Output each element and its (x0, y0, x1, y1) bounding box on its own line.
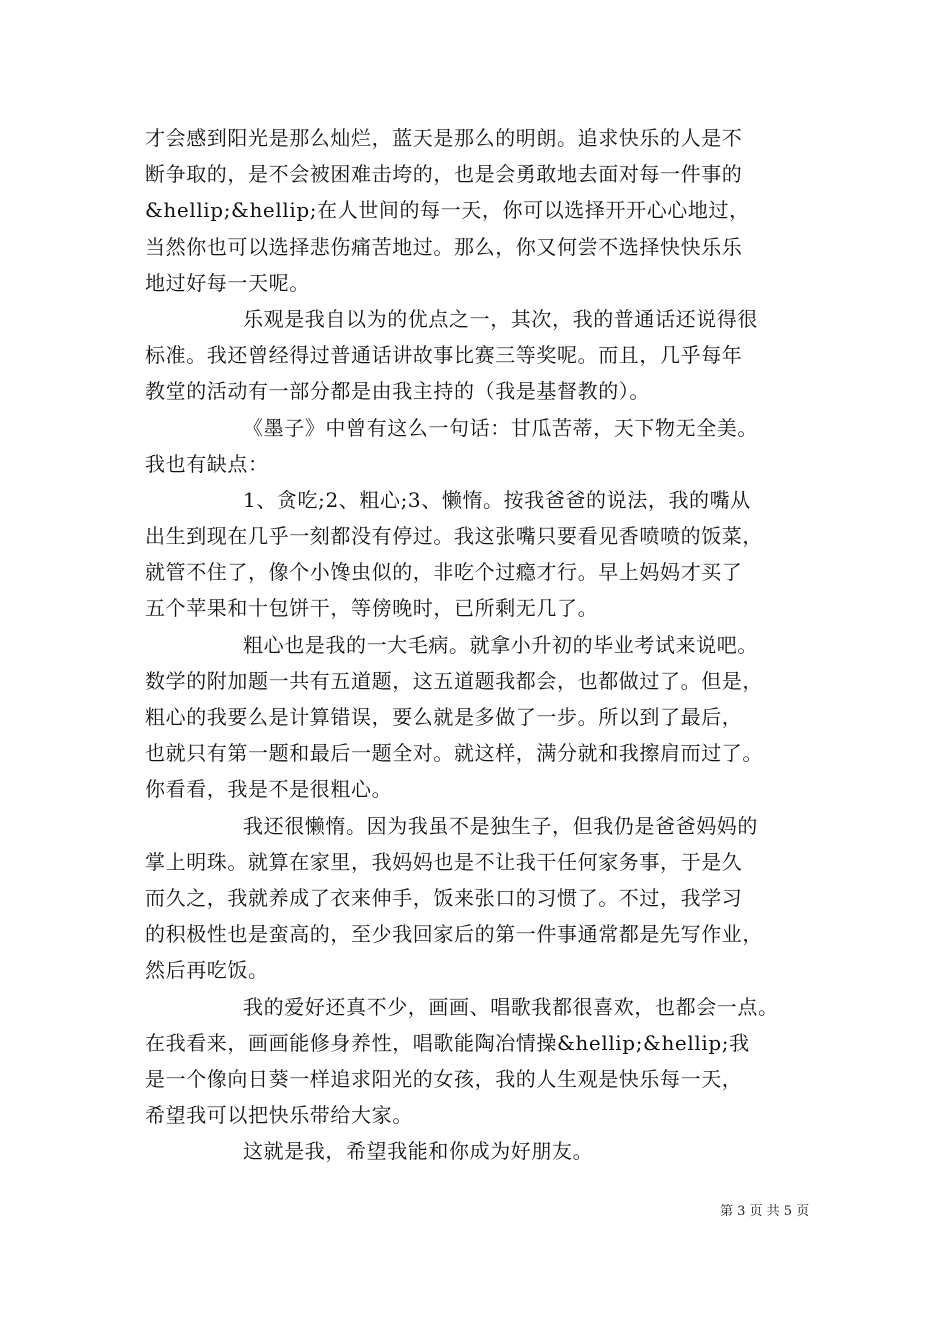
text-line-24: 然后再吃饭。 (145, 958, 269, 983)
text-line-14: 五个苹果和十包饼干，等傍晚时，已所剩无几了。 (145, 596, 599, 621)
text-line-16: 数学的附加题一共有五道题，这五道题我都会，也都做过了。但是， (145, 668, 763, 693)
text-line-11: 1、贪吃;2、粗心;3、懒惰。按我爸爸的说法，我的嘴从 (243, 487, 751, 512)
text-line-28: 希望我可以把快乐带给大家。 (145, 1103, 413, 1128)
text-line-17: 粗心的我要么是计算错误，要么就是多做了一步。所以到了最后， (145, 705, 743, 729)
text-line-23: 的积极性也是蛮高的，至少我回家后的第一件事通常都是先写作业， (145, 922, 763, 947)
text-line-22: 而久之，我就养成了衣来伸手，饭来张口的习惯了。不过，我学习 (145, 885, 743, 910)
text-line-19: 你看看，我是不是很粗心。 (145, 777, 393, 802)
text-line-12: 出生到现在几乎一刻都没有停过。我这张嘴只要看见香喷喷的饭菜， (145, 524, 763, 549)
text-line-4: 当然你也可以选择悲伤痛苦地过。那么，你又何尝不选择快快乐乐 (145, 234, 743, 259)
text-line-6: 乐观是我自以为的优点之一，其次，我的普通话还说得很 (243, 306, 758, 331)
text-line-20: 我还很懒惰。因为我虽不是独生子，但我仍是爸爸妈妈的 (243, 813, 758, 838)
text-line-15: 粗心也是我的一大毛病。就拿小升初的毕业考试来说吧。 (243, 632, 758, 657)
text-line-21: 掌上明珠。就算在家里，我妈妈也是不让我干任何家务事，于是久 (145, 849, 743, 874)
page-number-footer: 第 3 页 共 5 页 (720, 1204, 810, 1219)
text-line-1: 才会感到阳光是那么灿烂，蓝天是那么的明朗。追求快乐的人是不 (145, 126, 743, 150)
text-line-26: 在我看来，画画能修身养性，唱歌能陶冶情操&hellip;&hellip;我 (145, 1030, 750, 1055)
body-text (145, 120, 805, 1169)
text-line-27: 是一个像向日葵一样追求阳光的女孩，我的人生观是快乐每一天， (145, 1066, 743, 1091)
text-line-3: &hellip;&hellip;在人世间的每一天，你可以选择开开心心地过， (145, 198, 750, 223)
text-line-7: 标准。我还曾经得过普通话讲故事比赛三等奖呢。而且，几乎每年 (145, 343, 743, 368)
text-line-18: 也就只有第一题和最后一题全对。就这样，满分就和我擦肩而过了。 (145, 741, 763, 766)
text-line-25: 我的爱好还真不少，画画、唱歌我都很喜欢，也都会一点。 (243, 994, 779, 1019)
text-line-29: 这就是我，希望我能和你成为好朋友。 (243, 1139, 594, 1164)
text-line-13: 就管不住了，像个小馋虫似的，非吃个过瘾才行。早上妈妈才买了 (145, 560, 743, 585)
text-line-9: 《墨子》中曾有这么一句话：甘瓜苦蒂，天下物无全美。 (243, 415, 758, 440)
text-line-2: 断争取的，是不会被困难击垮的，也是会勇敢地去面对每一件事的 (145, 162, 743, 187)
text-line-5: 地过好每一天呢。 (145, 270, 310, 295)
text-line-10: 我也有缺点： (145, 451, 269, 476)
text-line-8: 教堂的活动有一部分都是由我主持的（我是基督教的）。 (145, 379, 650, 404)
